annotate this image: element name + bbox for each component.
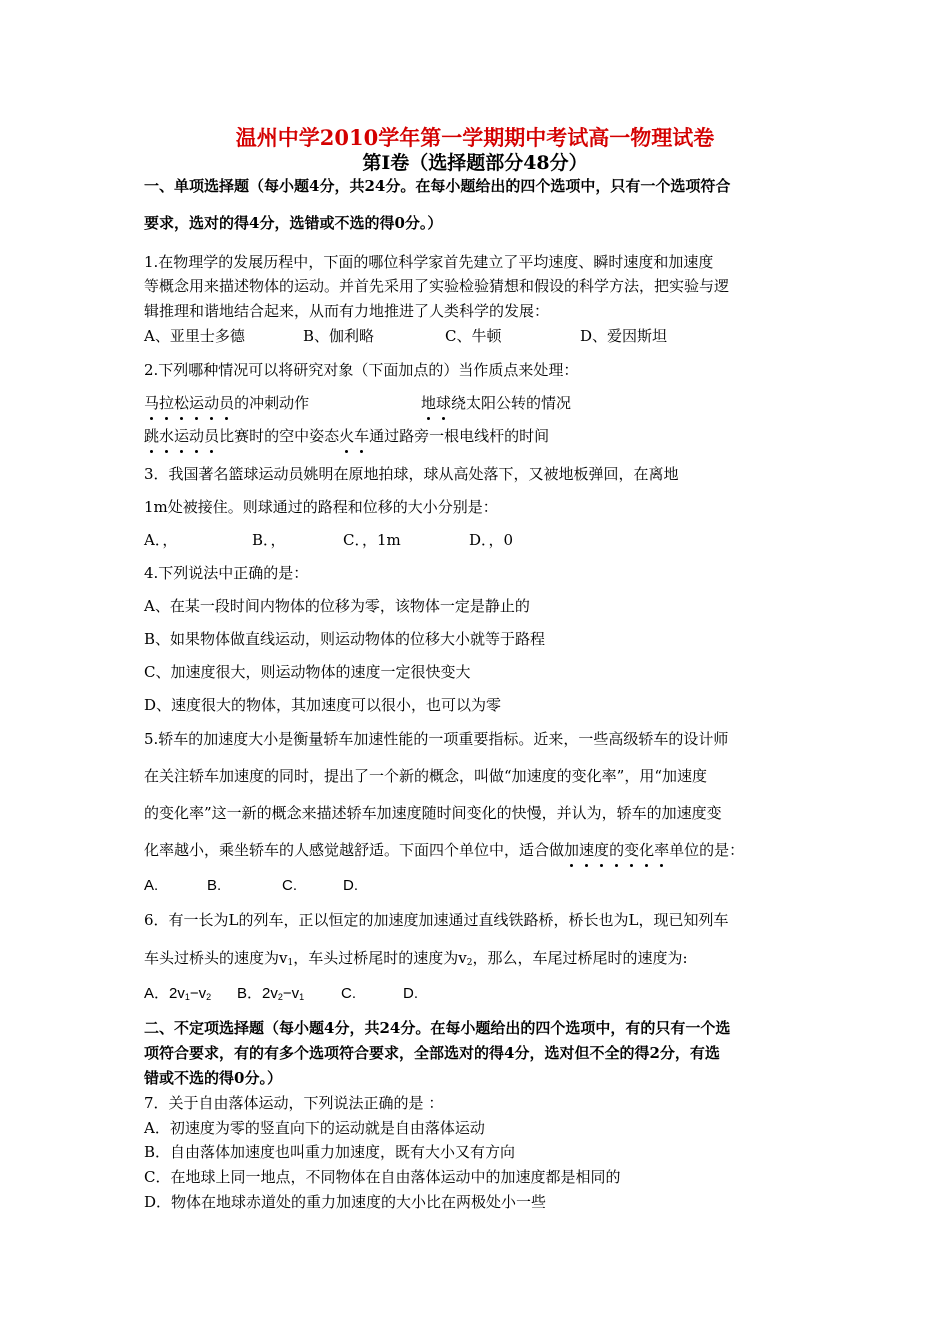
q7-option-d: D．物体在地球赤道处的重力加速度的大小比在两极处小一些 <box>144 1193 547 1211</box>
q3-option-c: C．，1m <box>343 531 401 549</box>
q5-stem-line2: 在关注轿车加速度的同时，提出了一个新的概念，叫做“加速度的变化率”，用“加速度 <box>144 767 708 785</box>
emphasis-dot-char: 员 <box>204 427 220 445</box>
q3-stem-line1: 3．我国著名篮球运动员姚明在原地拍球，球从高处落下，又被地板弹回，在离地 <box>144 465 679 483</box>
q1-stem-line1: 1.在物理学的发展历程中，下面的哪位科学家首先建立了平均速度、瞬时速度和加速度 <box>144 253 714 271</box>
section-one-instruction-line1: 一、单项选择题（每小题4分，共24分。在每小题给出的四个选项中，只有一个选项符合 <box>144 177 731 195</box>
q4-stem: 4.下列说法中正确的是： <box>144 564 309 582</box>
emphasis-dot-char: 火 <box>339 427 355 445</box>
q6-option-b-mid: −v <box>282 985 300 1002</box>
q3-stem-line2: 1m处被接住。则球通过的路程和位移的大小分别是： <box>144 498 498 516</box>
part-one-subtitle: 第Ⅰ卷（选择题部分48分） <box>362 152 588 174</box>
q6-option-a-sub1: 1 <box>184 992 190 1002</box>
q2-option-2 <box>421 393 571 413</box>
q6-stem-line2 <box>144 948 688 973</box>
q2-stem: 2.下列哪种情况可以将研究对象（下面加点的）当作质点来处理： <box>144 361 579 379</box>
q3-option-a: A．， <box>144 531 178 549</box>
q5-stem-line4 <box>144 840 744 860</box>
emphasis-dot-char: 地 <box>421 394 437 412</box>
q4-option-b: B、如果物体做直线运动，则运动物体的位移大小就等于路程 <box>144 630 546 648</box>
emphasis-dot-char: 运 <box>174 427 190 445</box>
q6-option-c: C. <box>341 985 356 1002</box>
q2-option-1-rest: 的冲刺动作 <box>234 394 310 412</box>
section-one-instruction-line2: 要求，选对的得4分，选错或不选的得0分。） <box>144 214 443 232</box>
emphasis-dot-char: 车 <box>354 427 370 445</box>
emphasis-dot-char: 运 <box>189 394 205 412</box>
emphasis-dot-char: 加 <box>564 841 580 859</box>
q5-option-d: D. <box>343 877 358 894</box>
emphasis-dot-char: 度 <box>594 841 610 859</box>
q2-option-2-dotted <box>421 394 451 412</box>
emphasis-dot-char: 动 <box>189 427 205 445</box>
q2-option-2-rest: 绕太阳公转的情况 <box>451 394 572 412</box>
emphasis-dot-char: 拉 <box>159 394 175 412</box>
q2-option-4-dotted <box>339 427 369 445</box>
q1-stem-line2: 等概念用来描述物体的运动。并首先采用了实验检验猜想和假设的科学方法，把实验与逻 <box>144 277 730 295</box>
q1-option-c: C、牛顿 <box>445 327 502 345</box>
emphasis-dot-char: 马 <box>144 394 160 412</box>
emphasis-dot-char: 跳 <box>144 427 160 445</box>
emphasis-dot-char: 速 <box>579 841 595 859</box>
q2-option-1-dotted <box>144 394 234 412</box>
section-two-instruction-line2: 项符合要求，有的有多个选项符合要求，全部选对的得4分，选对但不全的得2分，有选 <box>144 1044 720 1062</box>
emphasis-dot-char: 变 <box>624 841 640 859</box>
q6-option-a-mid: −v <box>189 985 207 1002</box>
q5-option-a: A. <box>144 877 159 894</box>
q6-option-d: D. <box>403 985 418 1002</box>
section-two-instruction-line3: 错或不选的得0分。） <box>144 1069 282 1087</box>
q7-stem: 7．关于自由落体运动，下列说法正确的是 ： <box>144 1094 444 1112</box>
q6-subscript-2: 2 <box>466 958 473 968</box>
q6-option-a-sub2: 2 <box>206 992 212 1002</box>
q5-stem-line1: 5.轿车的加速度大小是衡量轿车加速性能的一项重要指标。近来，一些高级轿车的设计师 <box>144 730 729 748</box>
q6-option-b-main: B．2v <box>237 985 278 1002</box>
q1-option-d: D、爱因斯坦 <box>580 327 668 345</box>
q5-stem-line4-post: 单位的是： <box>669 841 745 859</box>
q3-option-d: D．，0 <box>469 531 514 549</box>
emphasis-dot-char: 动 <box>204 394 220 412</box>
section-two-instruction-line1: 二、不定项选择题（每小题4分，共24分。在每小题给出的四个选项中，有的只有一个选 <box>144 1019 731 1037</box>
emphasis-dot-char: 水 <box>159 427 175 445</box>
q6-subscript-1: 1 <box>287 958 294 968</box>
q7-option-b: B．自由落体加速度也叫重力加速度，既有大小又有方向 <box>144 1143 516 1161</box>
q6-stem-line2-part-b: ，车头过桥尾时的速度为v <box>293 949 467 967</box>
q2-option-3-dotted <box>144 427 219 445</box>
q6-stem-line1: 6．有一长为L的列车，正以恒定的加速度加速通过直线铁路桥，桥长也为L，现已知列车 <box>144 911 729 929</box>
q5-stem-line4-dotted <box>564 841 669 859</box>
q4-option-d: D、速度很大的物体，其加速度可以很小，也可以为零 <box>144 696 502 714</box>
q1-option-b: B、伽利略 <box>303 327 375 345</box>
emphasis-dot-char: 球 <box>436 394 452 412</box>
emphasis-dot-char: 员 <box>219 394 235 412</box>
q5-stem-line3: 的变化率”这一新的概念来描述轿车加速度随时间变化的快慢，并认为，轿车的加速度变 <box>144 804 722 822</box>
q7-option-c: C．在地球上同一地点，不同物体在自由落体运动中的加速度都是相同的 <box>144 1168 621 1186</box>
q4-option-c: C、加速度很大，则运动物体的速度一定很快变大 <box>144 663 471 681</box>
q4-option-a: A、在某一段时间内物体的位移为零，该物体一定是静止的 <box>144 597 530 615</box>
q6-option-a-main: A．2v <box>144 985 185 1002</box>
q7-option-a: A．初速度为零的竖直向下的运动就是自由落体运动 <box>144 1119 485 1137</box>
q3-option-b: B．， <box>252 531 286 549</box>
q2-option-4-rest: 通过路旁一根电线杆的时间 <box>369 427 550 445</box>
q5-stem-line4-pre: 化率越小，乘坐轿车的人感觉越舒适。下面四个单位中，适合做 <box>144 841 565 859</box>
q6-stem-line2-part-c: ，那么，车尾过桥尾时的速度为: <box>472 949 688 967</box>
emphasis-dot-char: 率 <box>654 841 670 859</box>
q2-option-3 <box>144 426 549 446</box>
emphasis-dot-char: 的 <box>609 841 625 859</box>
q6-option-b-sub2: 2 <box>277 992 283 1002</box>
q5-option-b: B. <box>207 877 222 894</box>
q5-option-c: C. <box>282 877 297 894</box>
q6-stem-line2-part-a: 车头过桥头的速度为v <box>144 949 288 967</box>
q2-option-3-rest: 比赛时的空中姿态 <box>219 427 340 445</box>
q1-stem-line3: 辑推理和谐地结合起来，从而有力地推进了人类科学的发展： <box>144 302 550 320</box>
emphasis-dot-char: 化 <box>639 841 655 859</box>
q1-option-a: A、亚里士多德 <box>144 327 245 345</box>
q6-option-b <box>237 984 304 1007</box>
emphasis-dot-char: 松 <box>174 394 190 412</box>
q6-option-b-sub1: 1 <box>299 992 305 1002</box>
exam-title: 温州中学2010学年第一学期期中考试高一物理试卷 <box>235 125 715 150</box>
q6-option-a <box>144 984 211 1007</box>
q2-option-1 <box>144 393 309 413</box>
